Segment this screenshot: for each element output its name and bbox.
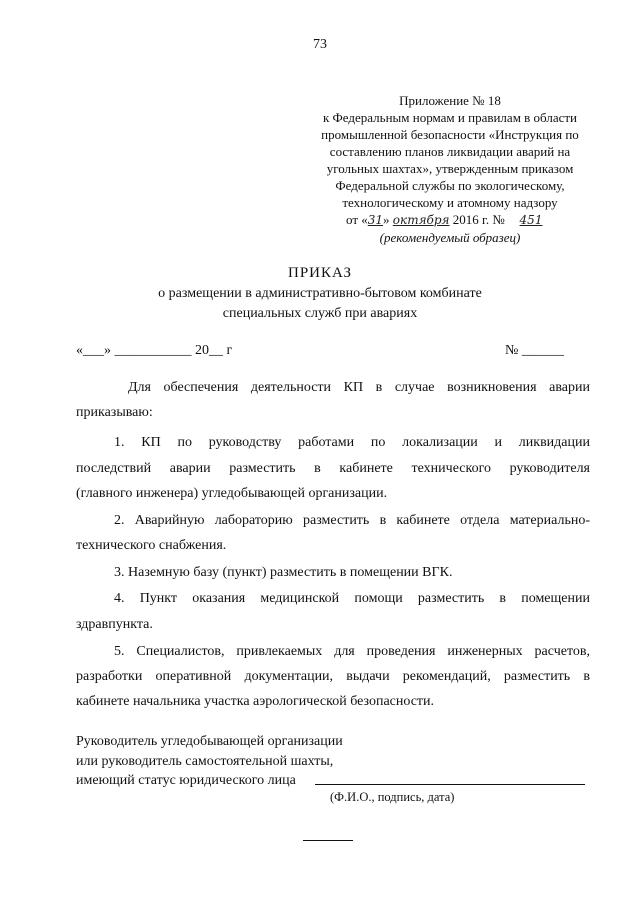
date-prefix: от « bbox=[346, 212, 368, 227]
item-1-line-3: (главного инженера) угледобывающей организации. bbox=[76, 486, 388, 501]
year-text: 2016 г. № bbox=[452, 212, 505, 227]
appendix-line: Федеральной службы по экологическому, bbox=[335, 178, 565, 193]
appendix-date-line bbox=[300, 211, 600, 229]
appendix-line: технологическому и атомному надзору bbox=[342, 195, 558, 210]
appendix-line: к Федеральным нормам и правилам в области bbox=[322, 110, 578, 125]
handwritten-order-number: 451 bbox=[519, 213, 543, 227]
bottom-divider bbox=[303, 840, 353, 841]
subtitle-line: специальных служб при авариях bbox=[222, 306, 418, 321]
item-5-line-1: 5. Специалистов, привлекаемых для проведения инженерных расчетов, bbox=[114, 644, 590, 659]
appendix-header bbox=[300, 92, 600, 246]
quote-close: » bbox=[383, 212, 390, 227]
appendix-line: составлению планов ликвидации аварий на bbox=[329, 144, 571, 159]
handwritten-day: 31 bbox=[367, 213, 384, 227]
order-word: приказываю: bbox=[76, 405, 153, 420]
appendix-line: угольных шахтах», утвержденным приказом bbox=[326, 161, 574, 176]
signature-line-1: Руководитель угледобывающей организации bbox=[76, 734, 343, 749]
appendix-note: (рекомендуемый образец) bbox=[379, 230, 521, 245]
intro-text: Для обеспечения деятельности КП в случае возникновения аварии bbox=[128, 380, 590, 395]
item-4-line-1: 4. Пункт оказания медицинской помощи разместить в помещении bbox=[114, 591, 590, 606]
signature-line-2: или руководитель самостоятельной шахты, bbox=[76, 754, 334, 769]
handwritten-month: октября bbox=[392, 213, 450, 227]
appendix-line: промышленной безопасности «Инструкция по bbox=[321, 127, 579, 142]
item-3-line-1: 3. Наземную базу (пункт) разместить в помещении ВГК. bbox=[114, 565, 453, 580]
item-4-line-2: здравпункта. bbox=[76, 617, 153, 632]
item-1-line-2: последствий аварии разместить в кабинете технического руководителя bbox=[76, 461, 590, 476]
item-2-line-2: технического снабжения. bbox=[76, 538, 227, 553]
item-5-line-2: разработки оперативной документации, выдачи рекомендаций, разместить в bbox=[76, 669, 590, 684]
title-block bbox=[0, 262, 640, 324]
document-title: ПРИКАЗ bbox=[288, 265, 352, 281]
signature-line-3: имеющий статус юридического лица bbox=[76, 773, 296, 788]
order-date-line: «___» ___________ 20__ г bbox=[76, 343, 233, 358]
order-number-line: № ______ bbox=[505, 343, 564, 358]
signature-rule bbox=[315, 784, 585, 785]
item-5-line-3: кабинете начальника участка аэрологической безопасности. bbox=[76, 694, 435, 709]
appendix-line: Приложение № 18 bbox=[399, 93, 501, 108]
signature-caption: (Ф.И.О., подпись, дата) bbox=[330, 790, 455, 804]
subtitle-line: о размещении в административно-бытовом комбинате bbox=[158, 286, 482, 301]
page-number: 73 bbox=[313, 37, 327, 52]
item-1-line-1: 1. КП по руководству работами по локализации и ликвидации bbox=[114, 435, 590, 450]
item-2-line-1: 2. Аварийную лабораторию разместить в кабинете отдела материально- bbox=[114, 513, 590, 528]
